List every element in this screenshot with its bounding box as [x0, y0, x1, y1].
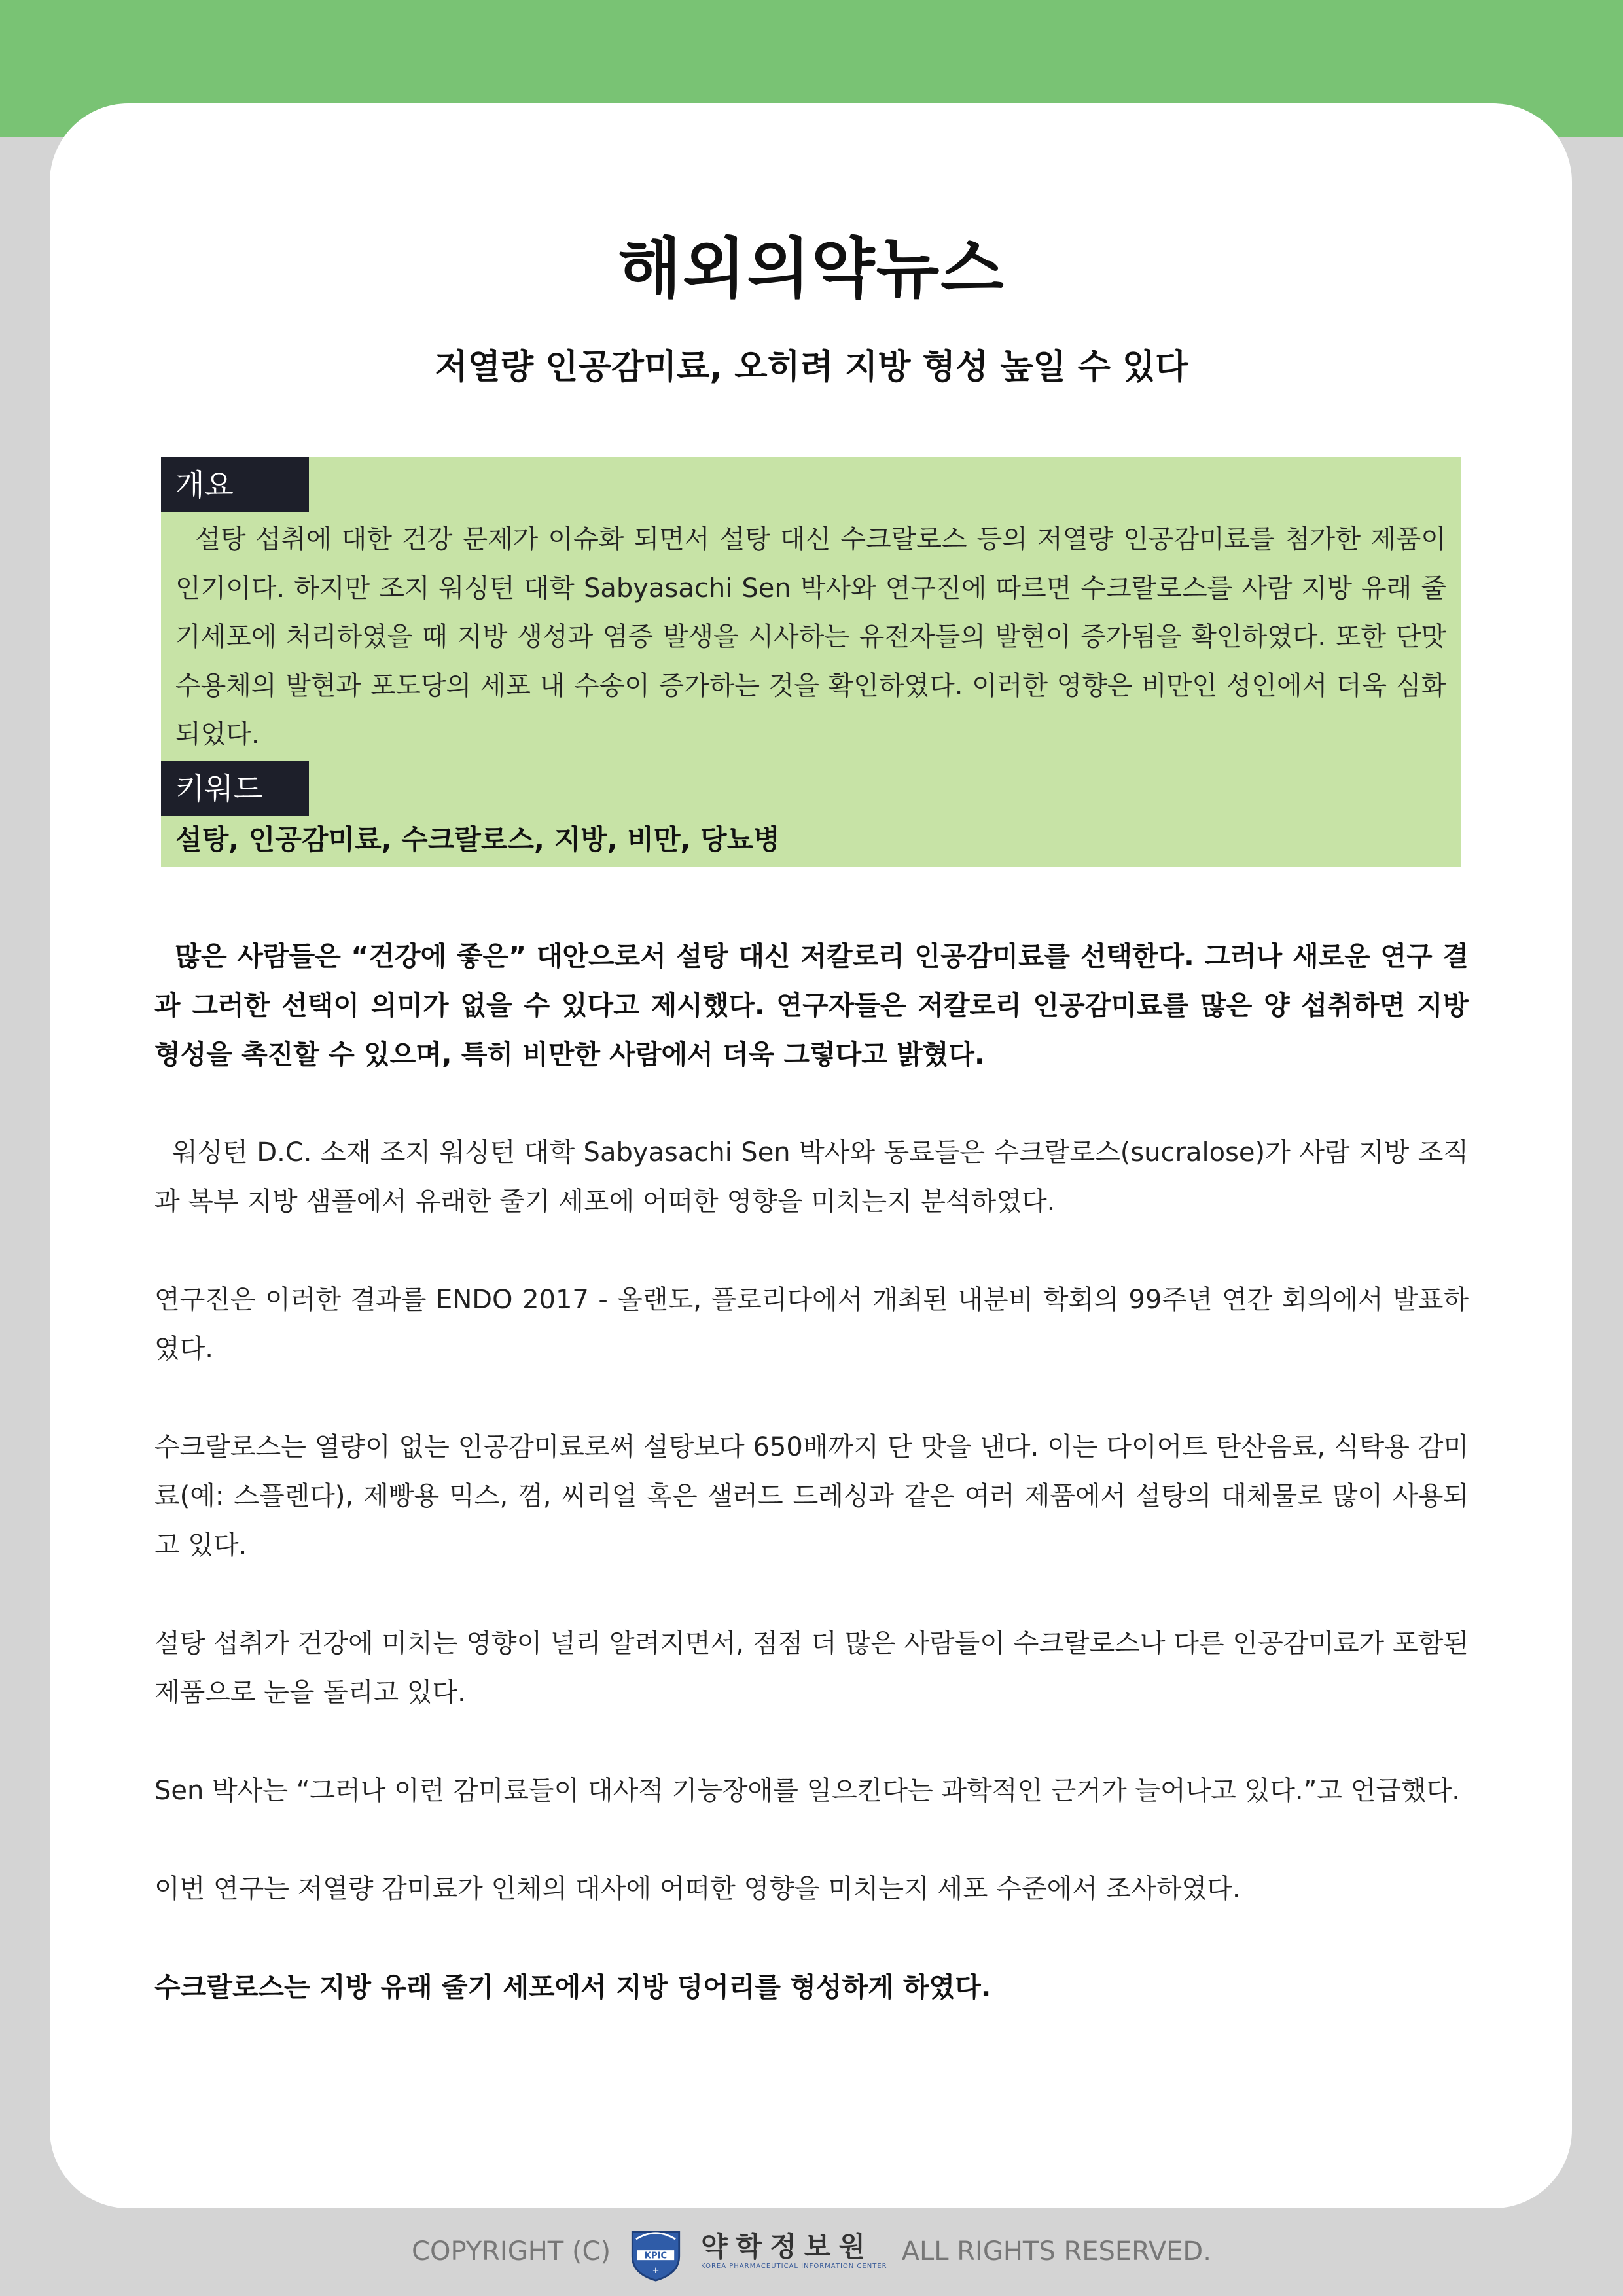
paragraph: 수크랄로스는 열량이 없는 인공감미료로써 설탕보다 650배까지 단 맛을 낸다. 이는 다이어트 탄산음료, 식탁용 감미료(예: 스플렌다), 제빵용 믹스, 껌, 씨리얼 혹은 샐러드 드레싱과 같은 여러 제품에서 설탕의 대체물로 많이 사용되고 있다.	[154, 1432, 1469, 1560]
paragraph: Sen 박사는 “그러나 이런 감미료들이 대사적 기능장애를 일으킨다는 과학적인 근거가 늘어나고 있다.”고 언급했다.	[154, 1776, 1460, 1806]
overview-label: 개요	[161, 457, 309, 512]
keyword-label: 키워드	[161, 761, 309, 816]
rights-text: ALL RIGHTS RESERVED.	[901, 2236, 1211, 2267]
summary-box	[161, 457, 1461, 867]
footer	[0, 2219, 1623, 2284]
org-block	[701, 2232, 887, 2271]
section-heading: 수크랄로스는 지방 유래 줄기 세포에서 지방 덩어리를 형성하게 하였다.	[154, 1971, 991, 2003]
copyright-text: COPYRIGHT (C)	[412, 2236, 611, 2267]
paragraph-text: 워싱턴 D.C. 소재 조지 워싱턴 대학 Sabyasachi Sen 박사와 동료들은 수크랄로스(sucralose)가 사람 지방 조직과 복부 지방 샘플에서 유래한 줄기 세포에 어떠한 영향을 미치는지 분석하였다.	[154, 1138, 1469, 1217]
page-title: 해외의약뉴스	[618, 230, 1005, 307]
overview-text	[175, 515, 1446, 759]
paragraph: 이번 연구는 저열량 감미료가 인체의 대사에 어떠한 영향을 미치는지 세포 수준에서 조사하였다.	[154, 1874, 1241, 1904]
lead-text: 많은 사람들은 “건강에 좋은” 대안으로서 설탕 대신 저칼로리 인공감미료를 선택한다. 그러나 새로운 연구 결과 그러한 선택이 의미가 없을 수 있다고 제시했다. 연구자들은 저칼로리 인공감미료를 많은 양 섭취하면 지방 형성을 촉진할 수 있으며, 특히 비만한 사람에서 더욱 그렇다고 밝혔다.	[154, 941, 1469, 1070]
logo-text: KPIC	[644, 2251, 668, 2261]
org-subtitle: KOREA PHARMACEUTICAL INFORMATION CENTER	[701, 2263, 887, 2270]
svg-text:+: +	[652, 2265, 660, 2276]
lead-paragraph	[154, 932, 1469, 1079]
kpic-emblem-icon	[625, 2221, 687, 2282]
overview-body: 설탕 섭취에 대한 건강 문제가 이슈화 되면서 설탕 대신 수크랄로스 등의 저열량 인공감미료를 첨가한 제품이 인기이다. 하지만 조지 워싱턴 대학 Sabyasachi Sen 박사와 연구진에 따르면 수크랄로스를 사람 지방 유래 줄기세포에 처리하였을 때 지방 생성과 염증 발생을 시사하는 유전자들의 발현이 증가됨을 확인하였다. 또한 단맛 수용체의 발현과 포도당의 세포 내 수송이 증가하는 것을 확인하였다. 이러한 영향은 비만인 성인에서 더욱 심화되었다.	[175, 524, 1446, 749]
paragraph: 설탕 섭취가 건강에 미치는 영향이 널리 알려지면서, 점점 더 많은 사람들이 수크랄로스나 다른 인공감미료가 포함된 제품으로 눈을 돌리고 있다.	[154, 1628, 1469, 1708]
org-name: 약학정보원	[701, 2231, 873, 2263]
article-body	[154, 932, 1469, 2061]
paragraph	[154, 1128, 1469, 1227]
article-headline: 저열량 인공감미료, 오히려 지방 형성 높일 수 있다	[435, 348, 1188, 387]
keywords-list: 설탕, 인공감미료, 수크랄로스, 지방, 비만, 당뇨병	[175, 823, 780, 855]
paragraph: 연구진은 이러한 결과를 ENDO 2017 - 올랜도, 플로리다에서 개최된 내분비 학회의 99주년 연간 회의에서 발표하였다.	[154, 1285, 1469, 1364]
